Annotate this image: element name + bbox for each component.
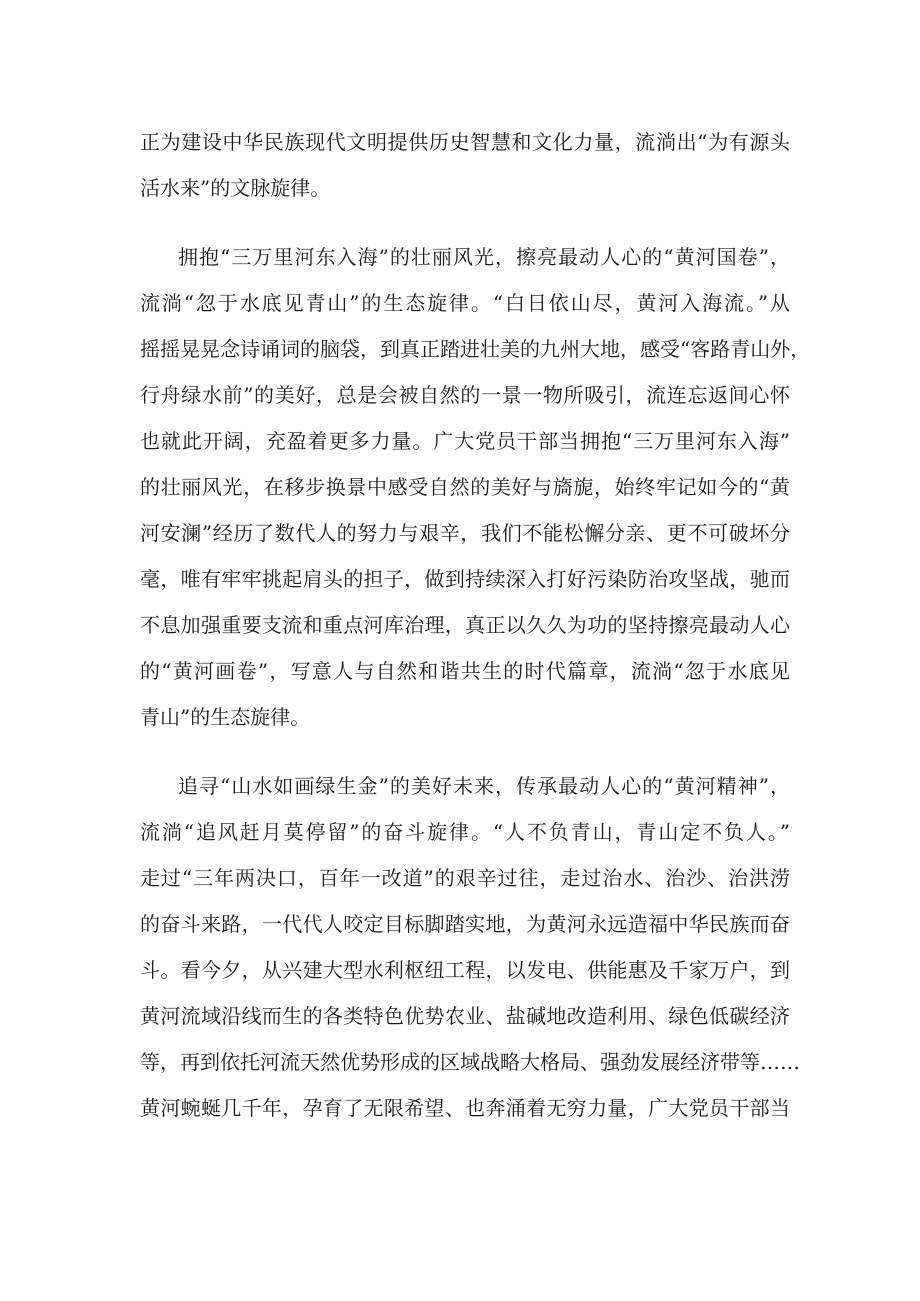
text-line: 也就此开阔，充盈着更多力量。广大党员干部当拥抱“三万里河东入海” <box>140 429 790 453</box>
text-line: 流淌“忽于水底见青山”的生态旋律。“白日依山尽，黄河入海流。”从 <box>140 291 790 315</box>
text-line: 走过“三年两决口，百年一改道”的艰辛过往，走过治水、治沙、治洪涝 <box>140 866 790 890</box>
text-line: 的壮丽风光，在移步换景中感受自然的美好与旖旎，始终牢记如今的“黄 <box>140 475 790 499</box>
text-line: 斗。看今夕，从兴建大型水利枢纽工程，以发电、供能惠及千家万户，到 <box>140 958 790 982</box>
text-line: 黄河流域沿线而生的各类特色优势农业、盐碱地改造利用、绿色低碳经济 <box>140 1004 790 1028</box>
text-line: 的奋斗来路，一代代人咬定目标脚踏实地，为黄河永远造福中华民族而奋 <box>140 912 790 936</box>
text-line: 的“黄河画卷”，写意人与自然和谐共生的时代篇章，流淌“忽于水底见 <box>140 659 790 683</box>
text-line: 毫，唯有牢牢挑起肩头的担子，做到持续深入打好污染防治攻坚战，驰而 <box>140 567 790 591</box>
text-line: 追寻“山水如画绿生金”的美好未来，传承最动人心的“黄河精神”， <box>178 774 790 798</box>
text-line: 黄河蜿蜒几千年，孕育了无限希望、也奔涌着无穷力量，广大党员干部当 <box>140 1096 790 1120</box>
text-line: 活水来”的文脉旋律。 <box>140 176 331 200</box>
text-line: 正为建设中华民族现代文明提供历史智慧和文化力量，流淌出“为有源头 <box>140 130 790 154</box>
text-line: 摇摇晃晃念诗诵词的脑袋，到真正踏进壮美的九州大地，感受“客路青山外， <box>140 337 811 361</box>
text-line: 等，再到依托河流天然优势形成的区域战略大格局、强劲发展经济带等…… <box>140 1050 800 1074</box>
text-line: 拥抱“三万里河东入海”的壮丽风光，擦亮最动人心的“黄河国卷”， <box>178 245 790 269</box>
text-line: 行舟绿水前”的美好，总是会被自然的一景一物所吸引，流连忘返间心怀 <box>140 383 790 407</box>
text-line: 不息加强重要支流和重点河库治理，真正以久久为功的坚持擦亮最动人心 <box>140 613 790 637</box>
text-line: 河安澜”经历了数代人的努力与艰辛，我们不能松懈分亲、更不可破坏分 <box>140 521 790 545</box>
text-line: 流淌“追风赶月莫停留”的奋斗旋律。“人不负青山，青山定不负人。” <box>140 820 790 844</box>
text-line: 青山”的生态旋律。 <box>140 705 311 729</box>
